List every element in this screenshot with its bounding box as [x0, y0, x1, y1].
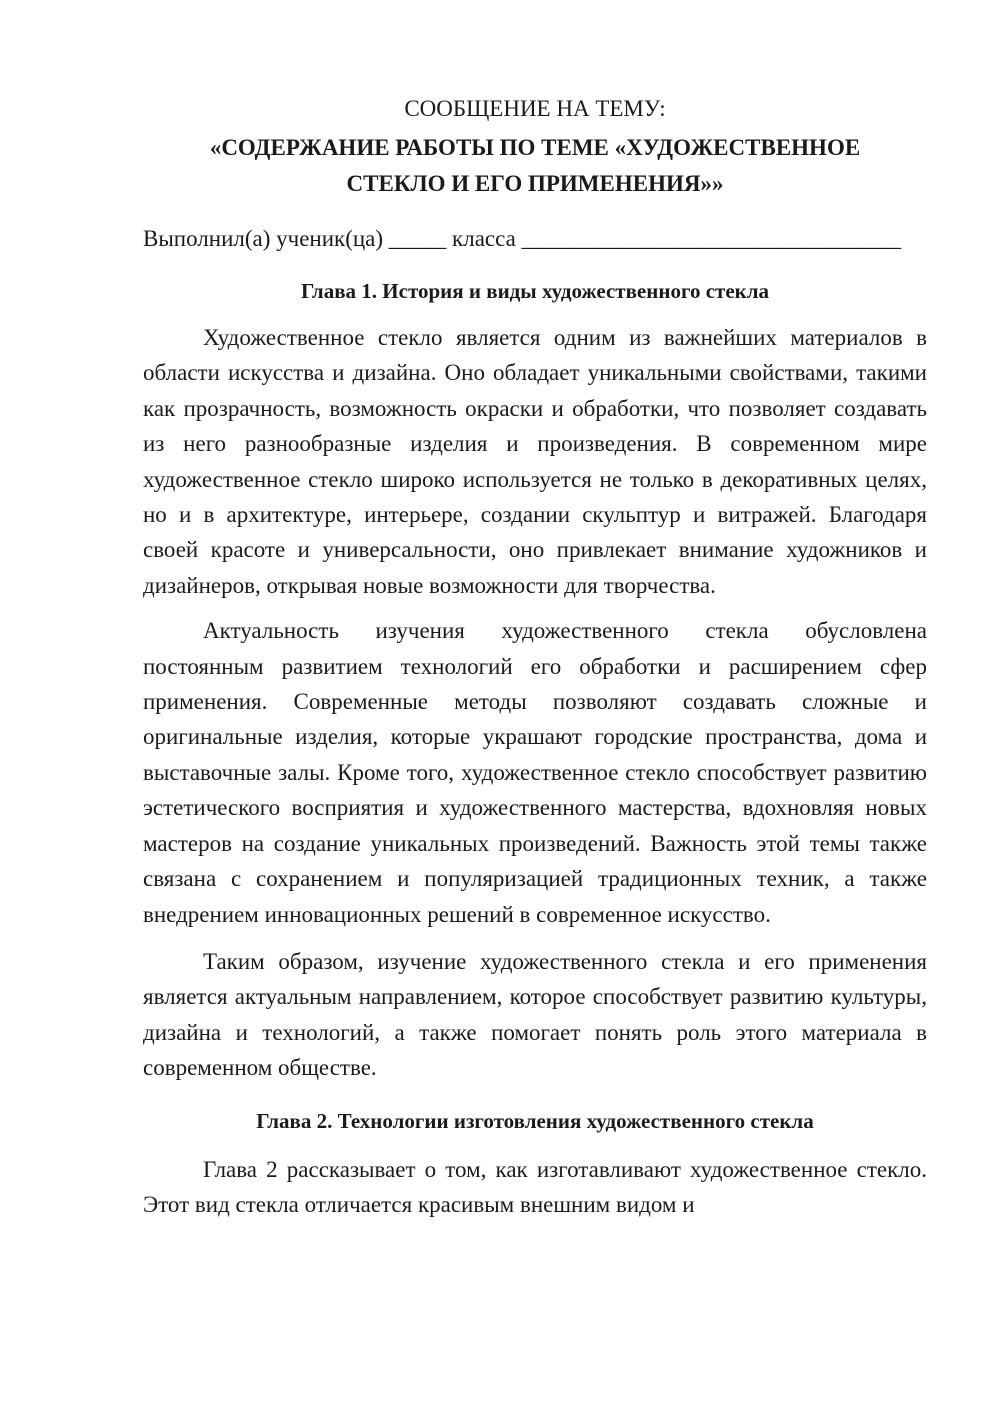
chapter-1-paragraph-1: Художественное стекло является одним из важнейших материалов в области искусства и дизайна. Оно обладает уникальными свойствами, такими как прозрачность, возможность окраски и обработки, что позволяет создавать из него разнообразные изделия и произведения. В современном мире художественное стекло широко используется не только в декоративных целях, но и в архитектуре, интерьере, создании скульптур и витражей. Благодаря своей красоте и универсальности, оно привлекает внимание художников и дизайнеров, открывая новые возможности для творчества.	[143, 325, 927, 598]
document-title	[143, 130, 927, 202]
chapter-1-heading: Глава 1. История и виды художественного стекла	[300, 279, 770, 303]
author-line: Выполнил(а) ученик(ца) _____ класса _________________________________	[143, 226, 902, 251]
document-header: СООБЩЕНИЕ НА ТЕМУ:	[404, 96, 666, 121]
chapter-1-paragraph-3: Таким образом, изучение художественного стекла и его применения является актуальным направлением, которое способствует развитию культуры, дизайна и технологий, а также помогает понять роль этого материала в современном обществе.	[143, 948, 927, 1081]
chapter-2-paragraph-1: Глава 2 рассказывает о том, как изготавливают художественное стекло. Этот вид стекла отличается красивым внешним видом и	[143, 1156, 927, 1217]
document-page	[143, 92, 927, 1222]
title-line-1: «СОДЕРЖАНИЕ РАБОТЫ ПО ТЕМЕ «ХУДОЖЕСТВЕННОЕ	[209, 135, 861, 160]
chapter-1-paragraph-2: Актуальность изучения художественного стекла обусловлена постоянным развитием технологий его обработки и расширением сфер применения. Современные методы позволяют создавать сложные и оригинальные изделия, которые украшают городские пространства, дома и выставочные залы. Кроме того, художественное стекло способствует развитию эстетического восприятия и художественного мастерства, вдохновляя новых мастеров на создание уникальных произведений. Важность этой темы также связана с сохранением и популяризацией традиционных техник, а также внедрением инновационных решений в современное искусство.	[143, 618, 927, 927]
chapter-2-heading: Глава 2. Технологии изготовления художественного стекла	[256, 1108, 814, 1133]
title-line-2: СТЕКЛО И ЕГО ПРИМЕНЕНИЯ»»	[346, 171, 724, 196]
